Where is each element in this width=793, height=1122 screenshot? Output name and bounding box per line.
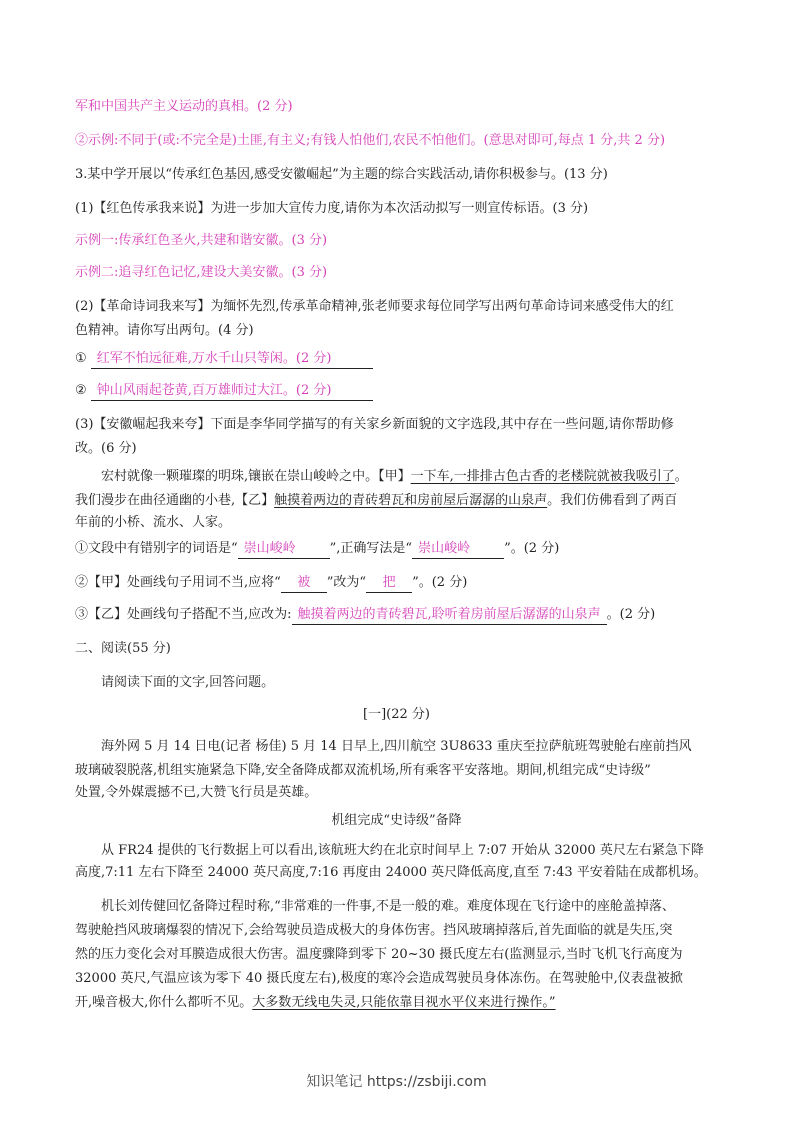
- passage-line: 海外网 5 月 14 日电(记者 杨佳) 5 月 14 日早上,四川航空 3U8633 重庆至拉萨航班驾驶舱右座前挡风: [101, 739, 692, 754]
- passage-line: 开,噪音极大,你什么都听不见。大多数无线电失灵,只能依靠目视水平仪来进行操作。”: [75, 995, 556, 1010]
- answer-line: 示例一:传承红色圣火,共建和谐安徽。(3 分): [75, 233, 328, 248]
- answer-blank: 被: [281, 574, 327, 593]
- question-line: (3)【安徽崛起我来夸】下面是李华同学描写的有关家乡新面貌的文字选段,其中存在一些问题,请你帮助修: [75, 417, 674, 432]
- instruction-line: 请阅读下面的文字,回答问题。: [101, 675, 275, 690]
- passage-line: 宏村就像一颗璀璨的明珠,镶嵌在崇山峻岭之中。【甲】一下车,一排排古色古香的老楼院就被我吸引了。: [101, 469, 688, 484]
- passage-line: 机长刘传健回忆备降过程时称,“非常难的一件事,不是一般的难。难度体现在飞行途中的座舱盖掉落、: [101, 899, 675, 914]
- answer-line: ②示例:不同于(或:不完全是)土匪,有主义;有钱人怕他们,农民不怕他们。(意思对即可,每点 1 分,共 2 分): [75, 133, 666, 148]
- answer-line: 军和中国共产主义运动的真相。(2 分): [75, 99, 293, 114]
- question-line: (1)【红色传承我来说】为进一步加大宣传力度,请你为本次活动拟写一则宣传标语。(3 分): [75, 201, 589, 216]
- question-line: ①文段中有错别字的词语是“ 崇山峻岭 ”,正确写法是“ 崇山峻岭 ”。(2 分): [75, 540, 725, 559]
- footer-watermark: 知识笔记 https://zsbiji.com: [306, 1074, 487, 1090]
- underlined-sentence-yi: 触摸着两边的青砖碧瓦和房前屋后潺潺的山泉声: [274, 493, 548, 508]
- question-line: (2)【革命诗词我来写】为缅怀先烈,传承革命精神,张老师要求每位同学写出两句革命诗词来感受伟大的红: [75, 299, 674, 314]
- answer-blank: 崇山峻岭: [238, 540, 330, 559]
- passage-line: 从 FR24 提供的飞行数据上可以看出,该航班大约在北京时间早上 7:07 开始从 32000 英尺左右紧急下降: [101, 843, 704, 858]
- question-line: 改。(6 分): [75, 441, 137, 456]
- passage-line: 高度,7:11 左右下降至 24000 英尺高度,7:16 再度由 24000 英尺降低高度,直至 7:43 平安着陆在成都机场。: [75, 865, 707, 880]
- subsection-heading: [一](22 分): [363, 707, 430, 722]
- passage-line: 然的压力变化会对耳膜造成很大伤害。温度骤降到零下 20~30 摄氏度左右(监测显示,当时飞机飞行高度为: [75, 947, 683, 962]
- section-heading: 二、阅读(55 分): [75, 641, 171, 656]
- passage-line: 年前的小桥、流水、人家。: [75, 515, 232, 530]
- passage-line: 32000 英尺,气温应该为零下 40 摄氏度左右),极度的寒冷会造成驾驶员身体冻伤。在驾驶舱中,仪表盘被掀: [75, 971, 683, 986]
- passage-line: 我们漫步在曲径通幽的小巷,【乙】触摸着两边的青砖碧瓦和房前屋后潺潺的山泉声。我们仿佛看到了两百: [75, 493, 678, 508]
- answer-blank-line: ② 钟山风雨起苍黄,百万雄师过大江。(2 分): [75, 382, 725, 401]
- question-line: ②【甲】处画线句子用词不当,应将“ 被 ”改为“ 把 ”。(2 分): [75, 574, 725, 593]
- passage-line: 玻璃破裂脱落,机组实施紧急下降,安全备降成都双流机场,所有乘客平安落地。期间,机组完成“史诗级”: [75, 763, 651, 778]
- article-title: 机组完成“史诗级”备降: [331, 813, 462, 828]
- passage-line: 处置,令外媒震撼不已,大赞飞行员是英雄。: [75, 785, 318, 800]
- answer-blank: 把: [366, 574, 412, 593]
- answer-line: 示例二:追寻红色记忆,建设大美安徽。(3 分): [75, 265, 328, 280]
- question-line: ③【乙】处画线句子搭配不当,应改为: 触摸着两边的青砖碧瓦,聆听着房前屋后潺潺的山泉声 。(2 分): [75, 606, 725, 625]
- question-line: 3.某中学开展以“传承红色基因,感受安徽崛起”为主题的综合实践活动,请你积极参与。(13 分): [75, 167, 608, 182]
- underlined-sentence: 大多数无线电失灵,只能依靠目视水平仪来进行操作。”: [252, 995, 556, 1010]
- passage-line: 驾驶舱挡风玻璃爆裂的情况下,会给驾驶员造成极大的身体伤害。挡风玻璃掉落后,首先面临的就是失压,突: [75, 923, 673, 938]
- question-line: 色精神。请你写出两句。(4 分): [75, 323, 254, 338]
- underlined-sentence-jia: 一下车,一排排古色古香的老楼院就被我吸引了: [410, 469, 675, 484]
- answer-blank: 触摸着两边的青砖碧瓦,聆听着房前屋后潺潺的山泉声: [292, 606, 607, 625]
- answer-blank: 红军不怕远征难,万水千山只等闲。(2 分): [91, 350, 373, 369]
- answer-blank: 钟山风雨起苍黄,百万雄师过大江。(2 分): [91, 382, 373, 401]
- answer-blank-line: ① 红军不怕远征难,万水千山只等闲。(2 分): [75, 350, 725, 369]
- answer-blank: 崇山峻岭: [412, 540, 504, 559]
